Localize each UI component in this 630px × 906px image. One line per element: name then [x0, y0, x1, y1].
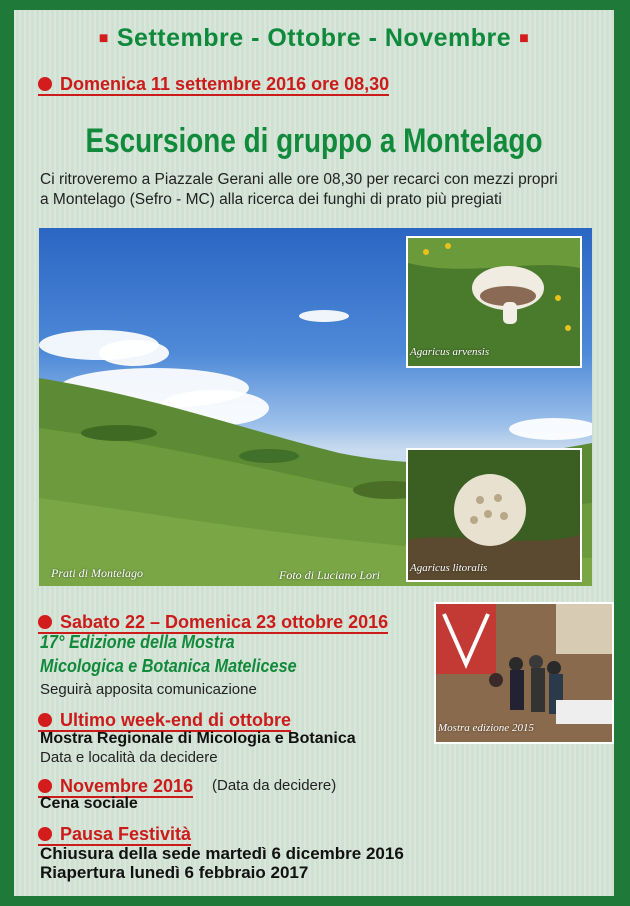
- poster-frame: [14, 10, 614, 896]
- event1-title: Escursione di gruppo a Montelago: [85, 122, 543, 160]
- event5-date: [38, 824, 191, 846]
- red-square-icon: ■: [519, 30, 530, 47]
- agaricus-litoralis-photo: [406, 448, 582, 582]
- exhibition-caption: Mostra edizione 2015: [438, 722, 534, 734]
- event1-date-text: Domenica 11 settembre 2016 ore 08,30: [60, 74, 390, 94]
- bullet-icon: [38, 779, 52, 793]
- mushroom-illustration: [408, 450, 580, 580]
- event2-title-line2: Micologica e Botanica Matelicese: [40, 656, 297, 676]
- event5-date-text: Pausa Festività: [60, 824, 192, 844]
- event1-date: [38, 74, 389, 96]
- event3-title: Mostra Regionale di Micologia e Botanica: [40, 730, 356, 747]
- event2-date-text: Sabato 22 – Domenica 23 ottobre 2016: [60, 612, 389, 632]
- montelago-photo: [39, 228, 592, 586]
- inset1-caption: Agaricus arvensis: [410, 346, 490, 358]
- event2-title-line1: 17° Edizione della Mostra: [40, 632, 235, 652]
- event1-intro: [40, 170, 600, 210]
- event3-date: [38, 710, 291, 732]
- event4-date-text: Novembre 2016: [60, 776, 194, 796]
- photo-caption-left: Prati di Montelago: [51, 566, 143, 580]
- event2-date: [38, 612, 388, 634]
- exhibition-photo: [434, 602, 614, 744]
- event5-line2: Riapertura lunedì 6 febbraio 2017: [40, 863, 309, 882]
- event2-note: Seguirà apposita comunicazione: [40, 681, 257, 698]
- header-title: Settembre - Ottobre - Novembre: [116, 24, 512, 52]
- intro-line-2: a Montelago (Sefro - MC) alla ricerca dei funghi di prato più pregiati: [40, 191, 502, 208]
- photo-credit: Foto di Luciano Lori: [279, 568, 381, 582]
- event3-date-text: Ultimo week-end di ottobre: [60, 710, 292, 730]
- bullet-icon: [38, 77, 52, 91]
- inset2-caption: Agaricus litoralis: [410, 562, 488, 574]
- red-square-icon: ■: [98, 30, 109, 47]
- agaricus-arvensis-photo: [406, 236, 582, 368]
- page-header: [14, 24, 614, 53]
- event3-note: Data e località da decidere: [40, 749, 218, 766]
- intro-line-1: Ci ritroveremo a Piazzale Gerani alle ore 08,30 per recarci con mezzi propri: [40, 171, 558, 188]
- event4-date-note: (Data da decidere): [212, 777, 337, 794]
- bullet-icon: [38, 827, 52, 841]
- bullet-icon: [38, 713, 52, 727]
- bullet-icon: [38, 615, 52, 629]
- event4-title: Cena sociale: [40, 795, 138, 812]
- event5-line1: Chiusura della sede martedì 6 dicembre 2016: [40, 844, 404, 863]
